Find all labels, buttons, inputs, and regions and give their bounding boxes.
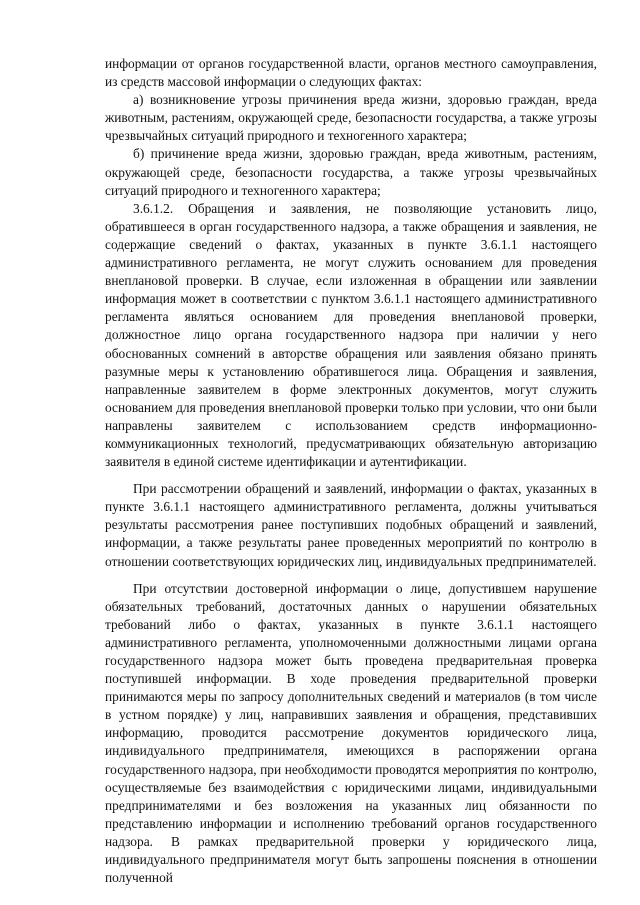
- paragraph-3-6-1-2: 3.6.1.2. Обращения и заявления, не позволяющие установить лицо, обратившееся в орган государственного надзора, а также обращения и заявления, не содержащие сведений о фактах, указанных в пункте 3.6.1.1 настоящего административного регламента, не могут служить основанием для проведения внеплановой проверки. В случае, если изложенная в обращении или заявлении информация может в соответствии с пунктом 3.6.1.1 настоящего административного регламента являться основанием для проведения внеплановой проверки, должностное лицо органа государственного надзора при наличии у него обоснованных сомнений в авторстве обращения или заявления обязано принять разумные меры к установлению обратившегося лица. Обращения и заявления, направленные заявителем в форме электронных документов, могут служить основанием для проведения внеплановой проверки только при условии, что они были направлены заявителем с использованием средств информационно-коммуникационных технологий, предусматривающих обязательную авторизацию заявителя в единой системе идентификации и аутентификации.: [105, 200, 597, 470]
- document-page: [105, 55, 597, 887]
- paragraph-preliminary-check: При отсутствии достоверной информации о лице, допустившем нарушение обязательных требований, достаточных данных о нарушении обязательных требований либо о фактах, указанных в пункте 3.6.1.1 настоящего административного регламента, уполномоченными должностными лицами органа государственного надзора может быть проведена предварительная проверка поступившей информации. В ходе проведения предварительной проверки принимаются меры по запросу дополнительных сведений и материалов (в том числе в устном порядке) у лиц, направивших заявления и обращения, представивших информацию, проводится рассмотрение документов юридического лица, индивидуального предпринимателя, имеющихся в распоряжении органа государственного надзора, при необходимости проводятся мероприятия по контролю, осуществляемые без взаимодействия с юридическими лицами, индивидуальными предпринимателями и без возложения на указанных лиц обязанности по представлению информации и исполнению требований органов государственного надзора. В рамках предварительной проверки у юридического лица, индивидуального предпринимателя могут быть запрошены пояснения в отношении полученной: [105, 580, 597, 886]
- paragraph-continuation: информации от органов государственной власти, органов местного самоуправления, из средств массовой информации о следующих фактах:: [105, 56, 597, 90]
- paragraph-consideration: При рассмотрении обращений и заявлений, информации о фактах, указанных в пункте 3.6.1.1 настоящего административного регламента, должны учитываться результаты рассмотрения ранее поступивших подобных обращений и заявлений, информации, а также результаты ранее проведенных мероприятий по контролю в отношении соответствующих юридических лиц, индивидуальных предпринимателей.: [105, 481, 597, 569]
- paragraph-item-a: а) возникновение угрозы причинения вреда жизни, здоровью граждан, вреда животным, растениям, окружающей среде, безопасности государства, а также угрозы чрезвычайных ситуаций природного и техногенного характера;: [105, 92, 597, 144]
- paragraph-item-b: б) причинение вреда жизни, здоровью граждан, вреда животным, растениям, окружающей среде, безопасности государства, а также угрозы чрезвычайных ситуаций природного и техногенного характера;: [105, 146, 597, 198]
